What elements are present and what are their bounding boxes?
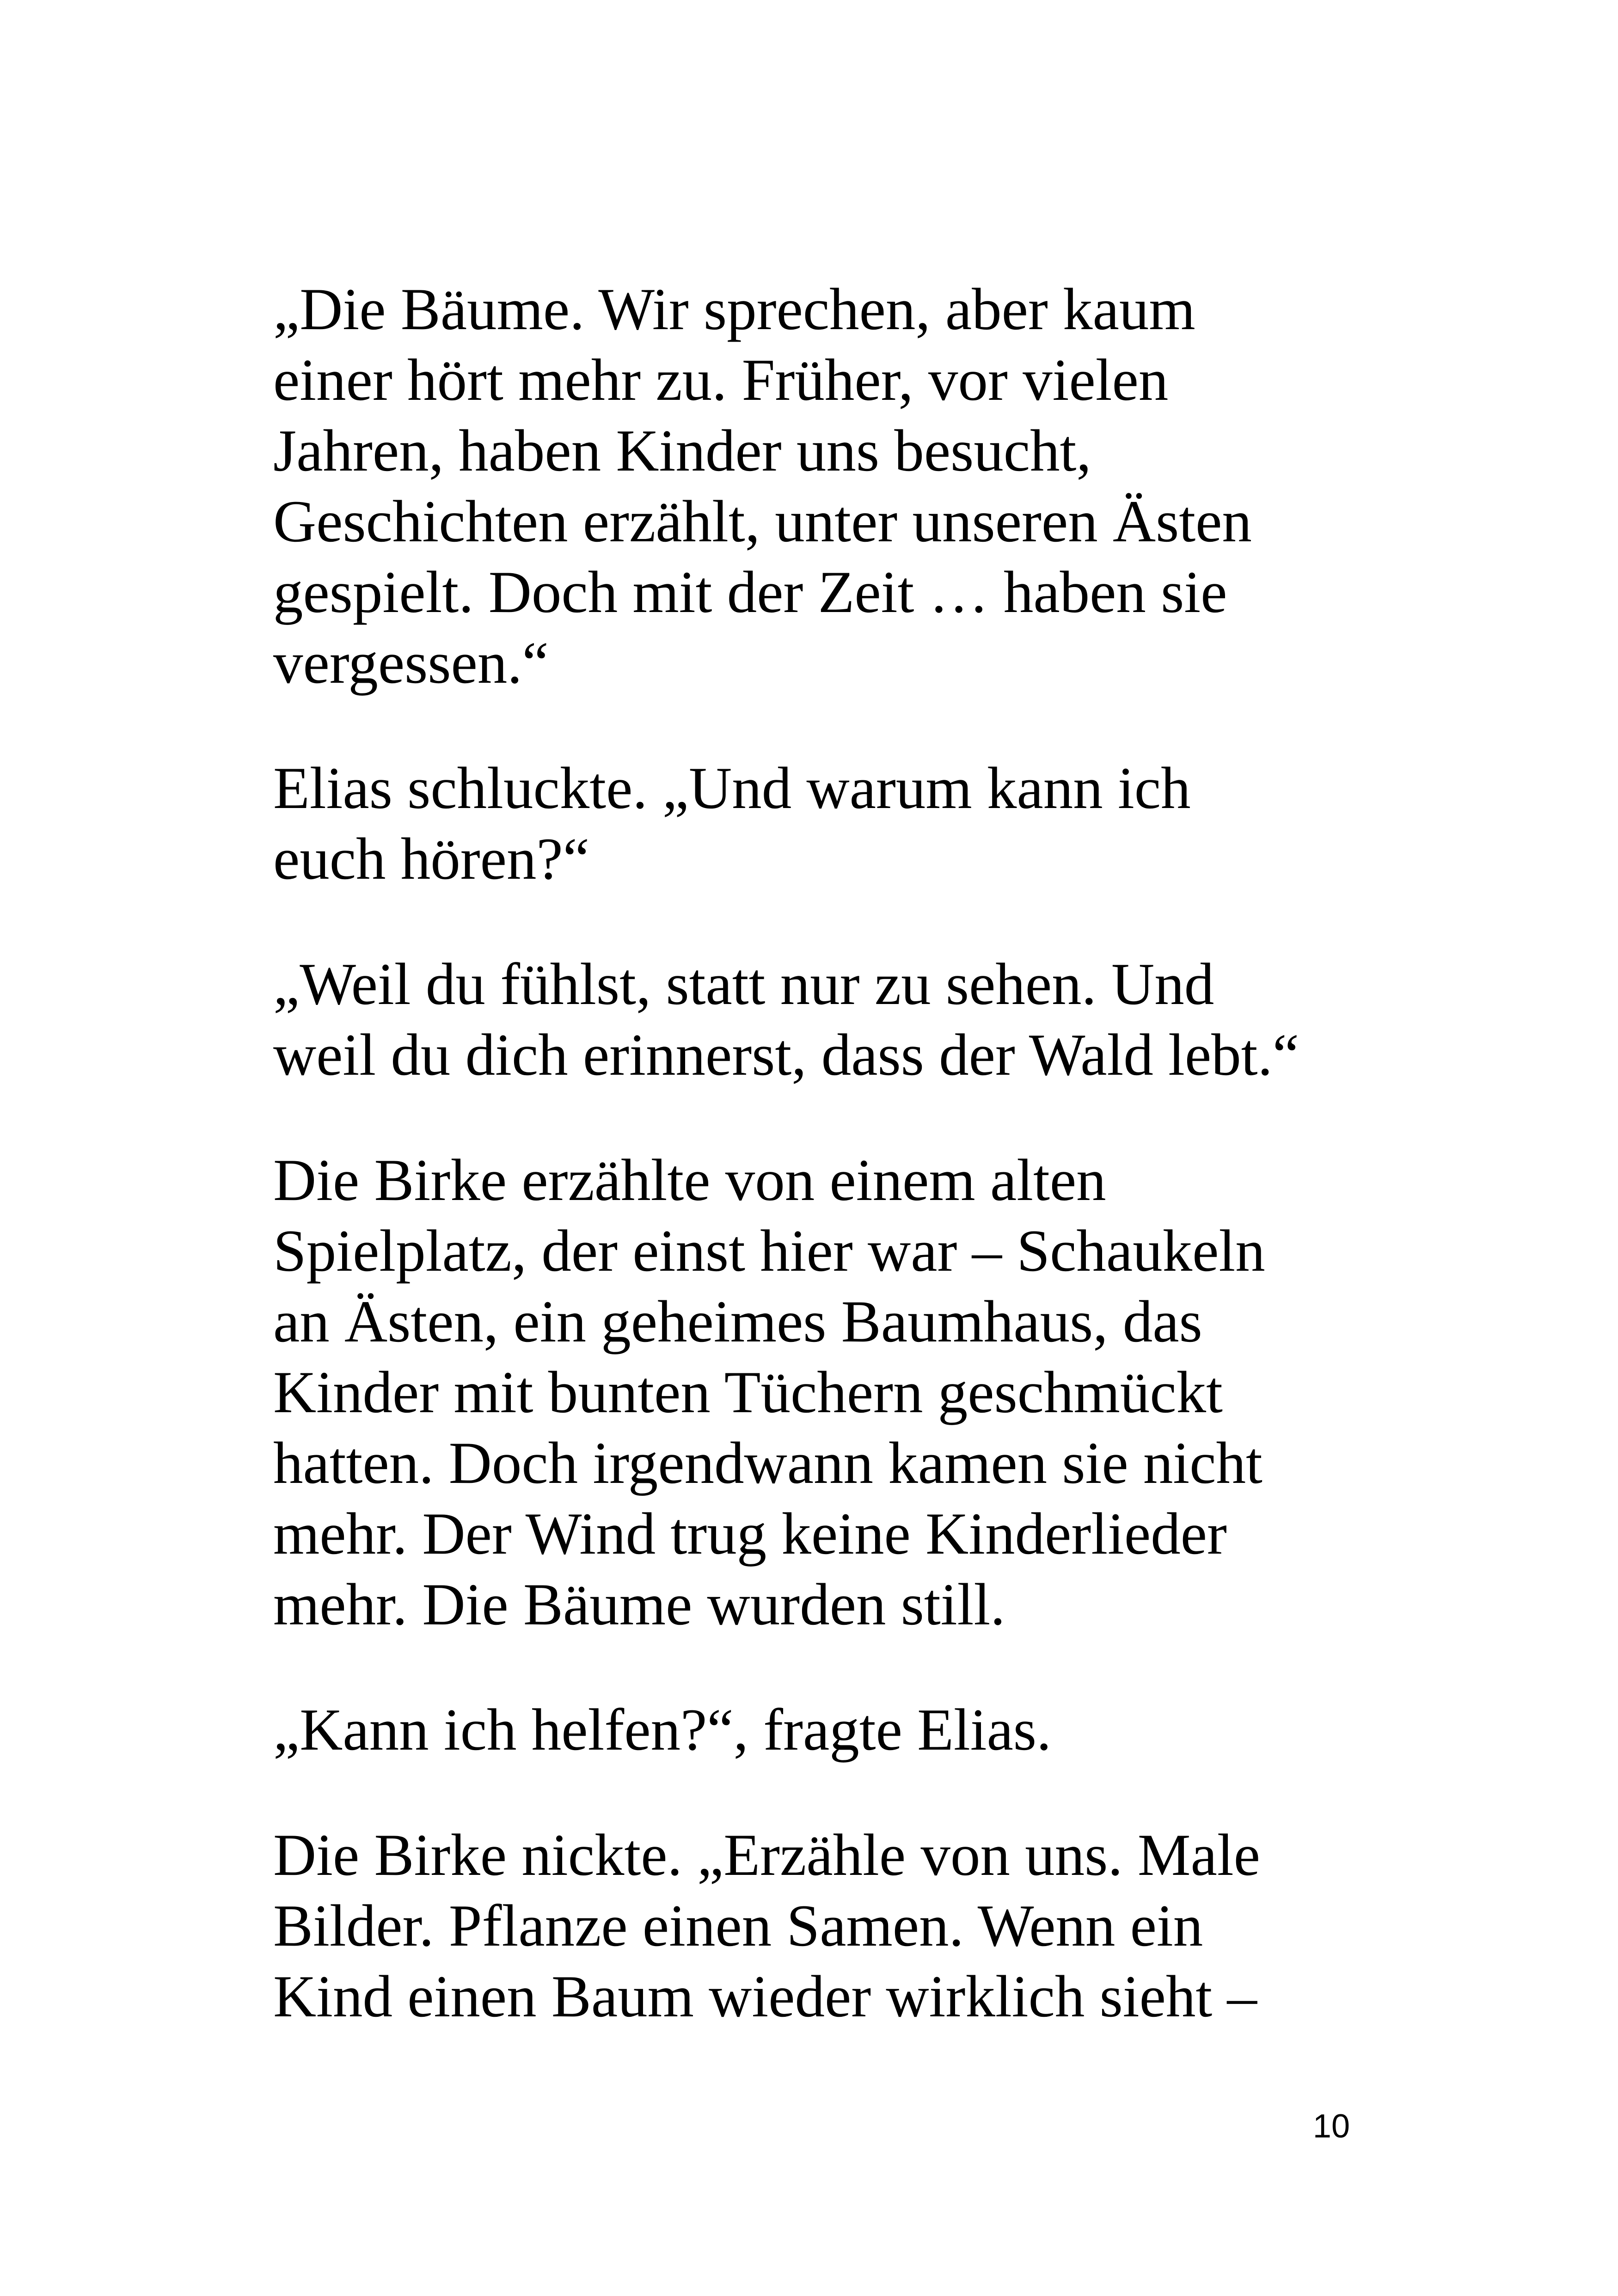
story-text xyxy=(273,274,1364,2086)
text-line: euch hören?“ xyxy=(273,826,589,892)
page-number: 10 xyxy=(1312,2108,1350,2145)
text-line: einer hört mehr zu. Früher, vor vielen xyxy=(273,347,1169,413)
text-line: gespielt. Doch mit der Zeit … haben sie xyxy=(273,559,1227,625)
text-line: Elias schluckte. „Und warum kann ich xyxy=(273,755,1191,821)
text-line: „Die Bäume. Wir sprechen, aber kaum xyxy=(273,276,1195,342)
text-line: Kind einen Baum wieder wirklich sieht – xyxy=(273,1963,1257,2029)
paragraph-1 xyxy=(273,274,1364,698)
text-line: weil du dich erinnerst, dass der Wald lebt.“ xyxy=(273,1022,1299,1088)
text-line: „Kann ich helfen?“, fragte Elias. xyxy=(273,1696,1052,1763)
text-line: Die Birke nickte. „Erzähle von uns. Male xyxy=(273,1822,1260,1888)
text-line: Kinder mit bunten Tüchern geschmückt xyxy=(273,1359,1223,1425)
text-line: Jahren, haben Kinder uns besucht, xyxy=(273,417,1091,484)
paragraph-3 xyxy=(273,949,1364,1090)
text-line: mehr. Der Wind trug keine Kinderlieder xyxy=(273,1500,1227,1567)
text-line: Die Birke erzählte von einem alten xyxy=(273,1147,1106,1213)
text-line: „Weil du fühlst, statt nur zu sehen. Und xyxy=(273,951,1214,1017)
text-line: Geschichten erzählt, unter unseren Ästen xyxy=(273,488,1252,554)
paragraph-6 xyxy=(273,1819,1364,2032)
paragraph-5 xyxy=(273,1694,1364,1765)
text-line: an Ästen, ein geheimes Baumhaus, das xyxy=(273,1288,1202,1354)
text-line: Bilder. Pflanze einen Samen. Wenn ein xyxy=(273,1892,1203,1959)
text-line: vergessen.“ xyxy=(273,630,549,696)
text-line: Spielplatz, der einst hier war – Schaukeln xyxy=(273,1218,1265,1284)
paragraph-2 xyxy=(273,753,1364,894)
paragraph-4 xyxy=(273,1145,1364,1640)
text-line: mehr. Die Bäume wurden still. xyxy=(273,1571,1005,1637)
text-line: hatten. Doch irgendwann kamen sie nicht xyxy=(273,1430,1263,1496)
